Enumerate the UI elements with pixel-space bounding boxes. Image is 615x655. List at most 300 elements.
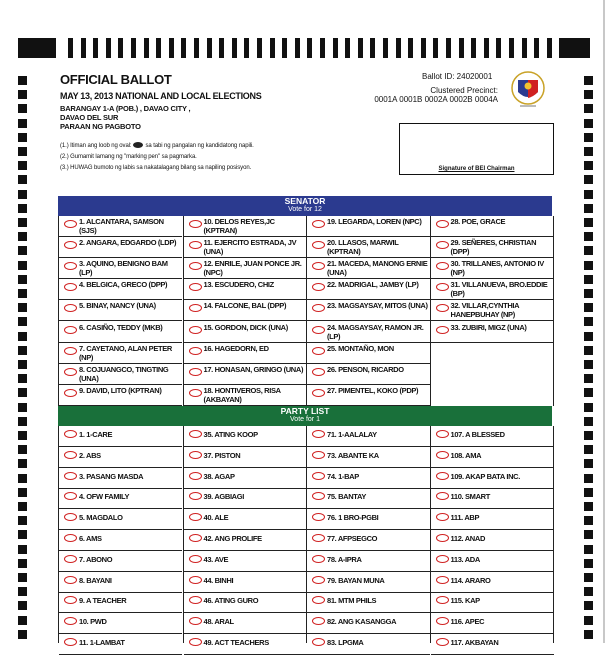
timing-mark (584, 133, 593, 142)
senator-candidate-row[interactable] (59, 343, 182, 364)
timing-mark (81, 38, 86, 58)
party-list-candidate-name: 2. ABS (79, 450, 101, 460)
vote-oval[interactable] (436, 326, 449, 334)
party-list-candidate-name: 116. APEC (450, 617, 485, 627)
senator-header (58, 196, 552, 216)
timing-mark (18, 545, 27, 554)
party-list-candidate-row[interactable] (431, 634, 554, 655)
senator-candidate-row[interactable] (184, 237, 307, 258)
vote-oval[interactable] (436, 451, 449, 459)
vote-oval[interactable] (189, 576, 202, 584)
timing-mark (282, 38, 287, 58)
timing-mark (18, 630, 27, 639)
party-list-candidate-name: 83. LPGMA (327, 638, 364, 647)
timing-mark (18, 601, 27, 610)
instruction-3: (3.) HUWAG bumoto ng labis sa nakatalagang bilang sa napiling posisyon. (60, 165, 252, 171)
party-list-candidate-name: 108. AMA (450, 450, 482, 460)
senator-candidate-name: 5. BINAY, NANCY (UNA) (79, 301, 156, 311)
senator-candidate-row[interactable] (307, 237, 430, 258)
vote-oval[interactable] (436, 534, 449, 542)
party-list-candidate-row[interactable] (307, 488, 430, 509)
senator-candidate-row[interactable] (307, 322, 430, 343)
party-list-candidate-row[interactable] (184, 468, 307, 489)
timing-mark (18, 204, 27, 213)
vote-oval[interactable] (312, 492, 325, 500)
timing-mark (584, 474, 593, 483)
vote-oval[interactable] (64, 513, 77, 521)
senator-candidate-row[interactable] (307, 216, 430, 237)
vote-oval[interactable] (64, 638, 77, 646)
senator-candidate-row[interactable] (307, 279, 430, 300)
senator-candidate-row[interactable] (184, 279, 307, 300)
party-list-candidate-row[interactable] (184, 447, 307, 468)
senator-candidate-row[interactable] (184, 300, 307, 321)
party-list-candidate-row[interactable] (307, 572, 430, 593)
vote-oval[interactable] (436, 241, 449, 249)
timing-mark (18, 218, 27, 227)
senator-candidate-name: 7. CAYETANO, ALAN PETER (NP) (79, 343, 172, 362)
timing-mark (584, 488, 593, 497)
vote-oval[interactable] (312, 262, 325, 270)
timing-mark (584, 104, 593, 113)
timing-mark (584, 403, 593, 412)
instruction-1-post: sa tabi ng pangalan ng kandidatong napili. (145, 143, 254, 149)
senator-candidate-name: 14. FALCONE, BAL (DPP) (203, 301, 287, 311)
senator-candidate-row[interactable] (184, 258, 307, 279)
election-name: MAY 13, 2013 NATIONAL AND LOCAL ELECTIONS (60, 91, 262, 101)
vote-oval[interactable] (64, 262, 77, 270)
party-list-candidate-row[interactable] (307, 509, 430, 530)
senator-candidate-row[interactable] (307, 385, 430, 406)
senator-candidate-row[interactable] (431, 216, 554, 237)
timing-mark (18, 147, 27, 156)
vote-oval[interactable] (64, 617, 77, 625)
senator-candidate-name: 27. PIMENTEL, KOKO (PDP) (327, 385, 419, 395)
senator-candidate-name: 10. DELOS REYES,JC (KPTRAN) (203, 217, 275, 235)
vote-oval[interactable] (436, 304, 449, 312)
party-list-candidate-row[interactable] (307, 468, 430, 489)
vote-oval[interactable] (64, 430, 77, 438)
senator-candidate-row[interactable] (184, 364, 307, 385)
timing-mark (207, 38, 212, 58)
vote-oval[interactable] (64, 368, 77, 376)
senator-candidate-row[interactable] (59, 258, 182, 279)
party-list-candidate-column (306, 426, 430, 647)
party-list-candidate-name: 113. ADA (450, 554, 480, 564)
timing-mark (584, 147, 593, 156)
vote-oval[interactable] (312, 220, 325, 228)
senator-candidate-row[interactable] (431, 322, 554, 343)
timing-mark (18, 587, 27, 596)
signature-label: Signature of BEI Chairman (438, 166, 515, 172)
senator-candidate-row[interactable] (307, 258, 430, 279)
party-list-candidate-row[interactable] (59, 613, 182, 634)
party-list-candidate-column (183, 426, 307, 647)
vote-oval[interactable] (189, 492, 202, 500)
party-list-candidate-row[interactable] (184, 488, 307, 509)
timing-mark (584, 545, 593, 554)
timing-mark (244, 38, 249, 58)
timing-mark (18, 90, 27, 99)
party-list-candidate-name: 42. ANG PROLIFE (203, 534, 262, 543)
party-list-candidate-column (59, 426, 182, 647)
vote-oval[interactable] (312, 596, 325, 604)
vote-oval[interactable] (189, 617, 202, 625)
timing-mark (18, 616, 27, 625)
vote-oval[interactable] (312, 241, 325, 249)
timing-mark (18, 332, 27, 341)
vote-oval[interactable] (312, 638, 325, 646)
timing-mark (18, 516, 27, 525)
timing-mark (584, 275, 593, 284)
vote-oval[interactable] (189, 513, 202, 521)
timing-mark (584, 616, 593, 625)
vote-oval[interactable] (64, 347, 77, 355)
party-list-candidate-row[interactable] (59, 551, 182, 572)
party-list-candidate-row[interactable] (184, 572, 307, 593)
party-list-candidate-row[interactable] (59, 426, 182, 447)
timing-mark (383, 38, 388, 58)
senator-candidate-name: 8. COJUANGCO, TINGTING (UNA) (79, 364, 169, 383)
vote-oval[interactable] (189, 304, 202, 312)
vote-oval[interactable] (64, 555, 77, 563)
senator-candidate-row[interactable] (184, 322, 307, 343)
party-list-candidate-name: 117. AKBAYAN (450, 638, 499, 647)
vote-oval[interactable] (312, 389, 325, 397)
timing-mark (270, 38, 275, 58)
vote-oval[interactable] (189, 220, 202, 228)
party-list-candidate-name: 107. A BLESSED (450, 430, 505, 439)
vote-oval[interactable] (64, 241, 77, 249)
timing-mark (584, 516, 593, 525)
party-list-candidate-row[interactable] (59, 447, 182, 468)
party-list-candidate-row[interactable] (307, 592, 430, 613)
party-list-candidate-row[interactable] (431, 468, 554, 489)
vote-oval[interactable] (64, 596, 77, 604)
timing-mark (459, 38, 464, 58)
vote-oval[interactable] (189, 472, 202, 480)
party-list-candidate-name: 109. AKAP BATA INC. (450, 471, 520, 481)
party-list-candidate-row[interactable] (59, 572, 182, 593)
timing-mark (232, 38, 237, 58)
party-list-candidate-row[interactable] (184, 426, 307, 447)
senator-candidate-name: 2. ANGARA, EDGARDO (LDP) (79, 238, 177, 248)
vote-oval[interactable] (64, 220, 77, 228)
page-edge (603, 0, 605, 643)
timing-mark (584, 76, 593, 85)
senator-candidate-row[interactable] (307, 300, 430, 321)
vote-oval[interactable] (436, 472, 449, 480)
timing-mark (584, 261, 593, 270)
timing-mark (18, 317, 27, 326)
vote-oval[interactable] (436, 617, 449, 625)
signature-box[interactable] (399, 123, 554, 175)
vote-oval[interactable] (64, 283, 77, 291)
party-list-candidate-row[interactable] (59, 530, 182, 551)
timing-mark (18, 104, 27, 113)
senator-candidate-row[interactable] (431, 258, 554, 279)
timing-mark (18, 303, 27, 312)
senator-candidate-name: 11. EJERCITO ESTRADA, JV (UNA) (203, 238, 297, 257)
party-list-candidate-name: 81. MTM PHILS (327, 596, 377, 606)
senator-candidate-name: 24. MAGSAYSAY, RAMON JR. (LP) (327, 322, 424, 341)
senator-candidate-row[interactable] (59, 364, 182, 385)
party-list-candidate-name: 5. MAGDALO (79, 513, 123, 523)
vote-oval[interactable] (312, 430, 325, 438)
party-list-candidate-row[interactable] (59, 509, 182, 530)
timing-mark (584, 417, 593, 426)
party-list-candidate-row[interactable] (59, 592, 182, 613)
party-list-candidate-name: 8. BAYANI (79, 575, 112, 585)
party-list-candidate-name: 115. KAP (450, 596, 480, 606)
timing-mark (584, 161, 593, 170)
senator-candidate-row[interactable] (59, 237, 182, 258)
senator-candidate-name: 19. LEGARDA, LOREN (NPC) (327, 217, 422, 226)
timing-mark (433, 38, 438, 58)
party-list-candidate-row[interactable] (184, 592, 307, 613)
party-list-candidate-row[interactable] (184, 613, 307, 634)
senator-candidate-row[interactable] (59, 300, 182, 321)
timing-mark (345, 38, 350, 58)
vote-oval[interactable] (312, 347, 325, 355)
timing-mark (257, 38, 262, 58)
timing-mark (18, 459, 27, 468)
timing-mark (584, 374, 593, 383)
vote-oval[interactable] (312, 513, 325, 521)
party-list-candidate-name: 7. ABONO (79, 554, 113, 564)
party-list-candidate-name: 1. 1-CARE (79, 430, 113, 439)
senator-candidate-row[interactable] (431, 279, 554, 300)
vote-oval[interactable] (189, 638, 202, 646)
vote-oval[interactable] (64, 576, 77, 584)
timing-mark (584, 445, 593, 454)
senator-vote-for: Vote for 12 (288, 206, 322, 213)
senator-candidate-row[interactable] (431, 237, 554, 258)
vote-oval[interactable] (436, 262, 449, 270)
senator-candidate-row[interactable] (184, 343, 307, 364)
timing-mark (584, 119, 593, 128)
timing-mark (18, 246, 27, 255)
vote-oval[interactable] (189, 262, 202, 270)
senator-candidate-column (430, 216, 554, 406)
timing-mark (307, 38, 312, 58)
party-list-candidate-name: 82. ANG KASANGGA (327, 617, 397, 627)
voting-place: PARAAN NG PAGBOTO (60, 122, 141, 131)
vote-oval[interactable] (312, 534, 325, 542)
vote-oval[interactable] (312, 617, 325, 625)
vote-oval[interactable] (436, 492, 449, 500)
vote-oval[interactable] (189, 241, 202, 249)
timing-mark (333, 38, 338, 58)
party-list-grid (58, 426, 554, 647)
timing-mark (584, 218, 593, 227)
party-list-candidate-name: 38. AGAP (203, 471, 235, 481)
timing-mark-right-block (560, 38, 590, 58)
timing-mark (584, 360, 593, 369)
party-list-candidate-row[interactable] (431, 530, 554, 551)
party-list-candidate-name: 79. BAYAN MUNA (327, 575, 385, 585)
senator-candidate-name: 20. LLASOS, MARWIL (KPTRAN) (327, 238, 399, 257)
party-list-candidate-row[interactable] (431, 447, 554, 468)
party-list-candidate-row[interactable] (184, 634, 307, 655)
clustered-label: Clustered Precinct: (430, 86, 498, 95)
timing-mark (584, 559, 593, 568)
timing-mark (219, 38, 224, 58)
senator-candidate-row[interactable] (307, 343, 430, 364)
senator-candidate-row[interactable] (184, 385, 307, 406)
party-list-candidate-row[interactable] (59, 488, 182, 509)
party-list-candidate-name: 9. A TEACHER (79, 596, 127, 606)
vote-oval[interactable] (189, 347, 202, 355)
timing-mark (68, 38, 73, 58)
timing-mark (18, 76, 27, 85)
timing-mark (18, 190, 27, 199)
vote-oval[interactable] (64, 304, 77, 312)
vote-oval[interactable] (189, 430, 202, 438)
senator-candidate-name: 4. BELGICA, GRECO (DPP) (79, 280, 168, 290)
vote-oval[interactable] (436, 220, 449, 228)
timing-mark (18, 417, 27, 426)
party-list-candidate-row[interactable] (184, 530, 307, 551)
vote-oval[interactable] (312, 576, 325, 584)
vote-oval[interactable] (436, 576, 449, 584)
barangay-line: BARANGAY 1-A (POB.) , DAVAO CITY , (60, 104, 191, 113)
senator-candidate-row[interactable] (59, 385, 182, 406)
party-list-candidate-row[interactable] (307, 426, 430, 447)
senator-candidate-row[interactable] (59, 216, 182, 237)
timing-mark (18, 261, 27, 270)
timing-mark-left-block (18, 38, 56, 58)
party-list-candidate-name: 112. ANAD (450, 534, 486, 543)
vote-oval[interactable] (64, 492, 77, 500)
party-list-candidate-row[interactable] (431, 572, 554, 593)
instruction-1 (60, 141, 254, 152)
senator-candidate-row[interactable] (59, 322, 182, 343)
party-list-candidate-row[interactable] (59, 468, 182, 489)
vote-oval[interactable] (64, 451, 77, 459)
vote-oval[interactable] (189, 326, 202, 334)
party-list-candidate-row[interactable] (307, 447, 430, 468)
vote-oval[interactable] (64, 472, 77, 480)
timing-mark (320, 38, 325, 58)
timing-mark (584, 630, 593, 639)
timing-mark (408, 38, 413, 58)
vote-oval[interactable] (312, 283, 325, 291)
timing-mark (509, 38, 514, 58)
party-list-candidate-name: 49. ACT TEACHERS (203, 638, 269, 647)
vote-oval[interactable] (436, 555, 449, 563)
timing-mark (18, 445, 27, 454)
timing-mark (18, 474, 27, 483)
party-list-candidate-row[interactable] (307, 530, 430, 551)
ballot-title: OFFICIAL BALLOT (60, 72, 172, 87)
timing-mark (18, 346, 27, 355)
party-list-candidate-column (430, 426, 554, 647)
party-list-candidate-name: 110. SMART (450, 492, 490, 502)
senator-candidate-name: 22. MADRIGAL, JAMBY (LP) (327, 280, 419, 290)
vote-oval[interactable] (312, 555, 325, 563)
vote-oval[interactable] (436, 283, 449, 291)
party-list-candidate-row[interactable] (307, 551, 430, 572)
party-list-candidate-row[interactable] (431, 551, 554, 572)
filled-oval-icon (133, 142, 143, 148)
vote-oval[interactable] (189, 534, 202, 542)
party-list-candidate-row[interactable] (184, 509, 307, 530)
party-list-candidate-name: 111. ABP (450, 513, 480, 523)
party-list-candidate-name: 114. ARARO (450, 575, 491, 585)
party-list-candidate-row[interactable] (431, 592, 554, 613)
party-list-candidate-row[interactable] (307, 613, 430, 634)
vote-oval[interactable] (312, 451, 325, 459)
timing-mark (18, 488, 27, 497)
vote-oval[interactable] (436, 638, 449, 646)
senator-candidate-name: 31. VILLANUEVA, BRO.EDDIE (BP) (450, 280, 548, 299)
senator-candidate-row[interactable] (59, 279, 182, 300)
timing-mark (522, 38, 527, 58)
timing-mark (194, 38, 199, 58)
party-list-candidate-name: 4. OFW FAMILY (79, 492, 130, 502)
party-list-candidate-row[interactable] (184, 551, 307, 572)
vote-oval[interactable] (312, 368, 325, 376)
vote-oval[interactable] (189, 283, 202, 291)
party-list-candidate-name: 3. PASANG MASDA (79, 471, 144, 481)
senator-candidates-grid (58, 216, 554, 406)
senator-candidate-column (183, 216, 307, 406)
party-list-candidate-row[interactable] (431, 509, 554, 530)
vote-oval[interactable] (189, 596, 202, 604)
party-list-candidate-row[interactable] (59, 634, 182, 655)
senator-candidate-name: 12. ENRILE, JUAN PONCE JR.(NPC) (203, 259, 302, 278)
clustered-value: 0001A 0001B 0002A 0002B 0004A (374, 95, 498, 104)
vote-oval[interactable] (436, 430, 449, 438)
timing-mark (584, 530, 593, 539)
senator-candidate-row[interactable] (431, 300, 554, 321)
senator-candidate-row[interactable] (184, 216, 307, 237)
timing-mark (584, 346, 593, 355)
senator-candidate-name: 1. ALCANTARA, SAMSON (SJS) (79, 217, 164, 235)
timing-mark (156, 38, 161, 58)
timing-mark (584, 388, 593, 397)
vote-oval[interactable] (189, 389, 202, 397)
party-list-candidate-row[interactable] (431, 613, 554, 634)
timing-mark (131, 38, 136, 58)
vote-oval[interactable] (64, 326, 77, 334)
timing-mark (584, 601, 593, 610)
vote-oval[interactable] (64, 534, 77, 542)
timing-mark (534, 38, 539, 58)
party-list-candidate-row[interactable] (431, 426, 554, 447)
vote-oval[interactable] (64, 389, 77, 397)
vote-oval[interactable] (436, 596, 449, 604)
senator-candidate-column (59, 216, 182, 406)
party-list-title: PARTY LIST (280, 406, 330, 416)
vote-oval[interactable] (312, 326, 325, 334)
senator-candidate-row[interactable] (307, 364, 430, 385)
vote-oval[interactable] (436, 513, 449, 521)
vote-oval[interactable] (312, 304, 325, 312)
party-list-candidate-row[interactable] (307, 634, 430, 655)
vote-oval[interactable] (312, 472, 325, 480)
vote-oval[interactable] (189, 451, 202, 459)
timing-mark (169, 38, 174, 58)
vote-oval[interactable] (189, 555, 202, 563)
party-list-candidate-row[interactable] (431, 488, 554, 509)
party-list-candidate-name: 74. 1-BAP (327, 471, 359, 481)
party-list-candidate-name: 73. ABANTE KA (327, 450, 379, 460)
senator-candidate-name: 23. MAGSAYSAY, MITOS (UNA) (327, 301, 428, 311)
timing-mark (18, 119, 27, 128)
vote-oval[interactable] (189, 368, 202, 376)
